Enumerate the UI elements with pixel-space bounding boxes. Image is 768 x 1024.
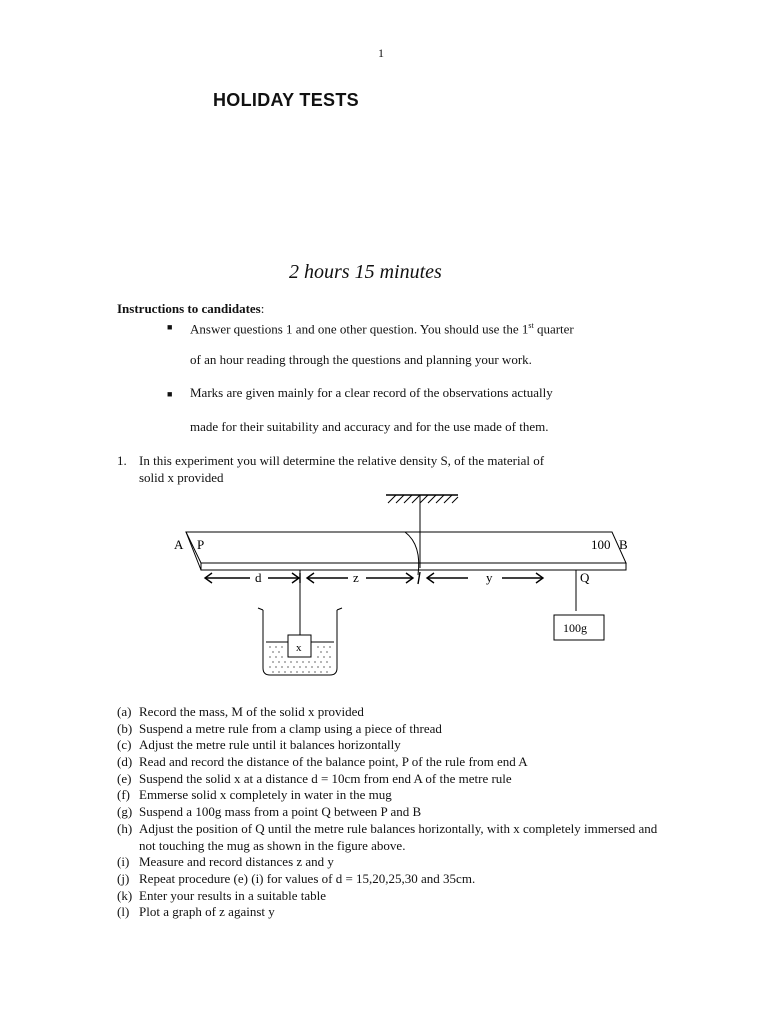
label-A: A	[174, 537, 184, 552]
step-label: (j)	[117, 870, 130, 886]
metre-rule	[186, 532, 626, 570]
procedure-step	[117, 721, 677, 738]
bullet-1-text-end: quarter	[533, 321, 574, 337]
label-d: d	[255, 570, 262, 585]
instructions-heading-colon: :	[260, 301, 265, 316]
step-label: (i)	[117, 854, 130, 870]
bullet-square-icon: ■	[167, 322, 173, 332]
question-1-line-2: solid x provided	[139, 470, 224, 485]
procedure-step	[117, 804, 677, 821]
step-text: Suspend a 100g mass from a point Q between P and B	[139, 804, 422, 820]
step-text: Record the mass, M of the solid x provided	[139, 704, 364, 719]
procedure-step	[117, 821, 677, 854]
procedure-step	[117, 888, 677, 905]
label-Q: Q	[580, 570, 590, 585]
step-text: Adjust the metre rule until it balances horizontally	[139, 737, 401, 753]
procedure-step	[117, 904, 677, 921]
label-z: z	[353, 570, 359, 585]
procedure-step	[117, 871, 677, 888]
bullet-1-superscript: st	[528, 321, 534, 330]
instruction-bullet-1-line-2: of an hour reading through the questions and planning your work.	[190, 352, 532, 367]
step-label: (l)	[117, 904, 130, 920]
step-text: Read and record the distance of the balance point, P of the rule from end A	[139, 754, 528, 770]
instruction-bullet-2-line-2: made for their suitability and accuracy and for the use made of them.	[190, 419, 549, 434]
exam-duration: 2 hours 15 minutes	[289, 261, 442, 283]
procedure-step	[117, 787, 677, 804]
step-label: (f)	[117, 787, 130, 803]
step-text: Repeat procedure (e) (i) for values of d = 15,20,25,30 and 35cm.	[139, 870, 476, 886]
step-text: Suspend a metre rule from a clamp using a piece of thread	[139, 720, 442, 736]
thread-loop	[405, 532, 419, 575]
label-P: P	[197, 537, 205, 552]
step-label: (a)	[117, 704, 132, 719]
label-y: y	[486, 570, 493, 585]
step-label: (c)	[117, 737, 132, 753]
procedure-step	[117, 737, 677, 754]
bullet-1-text-start: Answer questions 1 and one other question. You should use the 1	[190, 321, 529, 337]
page-number: 1	[378, 46, 384, 60]
step-text: Enter your results in a suitable table	[139, 887, 327, 903]
step-label: (h)	[117, 820, 133, 836]
procedure-step	[117, 771, 677, 788]
clamp-support	[386, 495, 458, 503]
procedure-step	[117, 854, 677, 871]
question-number: 1.	[117, 453, 127, 468]
bullet-square-icon: ■	[167, 389, 173, 399]
label-x: x	[296, 642, 302, 654]
document-title: HOLIDAY TESTS	[213, 90, 359, 110]
procedure-step	[117, 704, 677, 721]
step-text: Plot a graph of z against y	[139, 904, 275, 920]
question-1-line-1: In this experiment you will determine the relative density S, of the material of	[139, 453, 545, 468]
step-text: Emmerse solid x completely in water in the mug	[139, 787, 392, 803]
instructions-heading-text: Instructions to candidates	[117, 301, 261, 316]
label-100: 100	[591, 537, 611, 552]
procedure-steps	[117, 704, 677, 921]
step-label: (e)	[117, 770, 132, 786]
step-text: Measure and record distances z and y	[139, 854, 334, 870]
step-label: (k)	[117, 887, 133, 903]
step-text: Adjust the position of Q until the metre rule balances horizontally, with x completely immersed and not touching the mug as shown in the figure above.	[139, 820, 658, 853]
label-B: B	[619, 537, 628, 552]
step-label: (b)	[117, 720, 133, 736]
procedure-step	[117, 754, 677, 771]
mass-label: 100g	[563, 621, 587, 635]
step-text: Suspend the solid x at a distance d = 10cm from end A of the metre rule	[139, 770, 512, 786]
instruction-bullet-2-line-1: Marks are given mainly for a clear record of the observations actually	[190, 385, 553, 400]
step-label: (d)	[117, 754, 133, 770]
step-label: (g)	[117, 804, 133, 820]
